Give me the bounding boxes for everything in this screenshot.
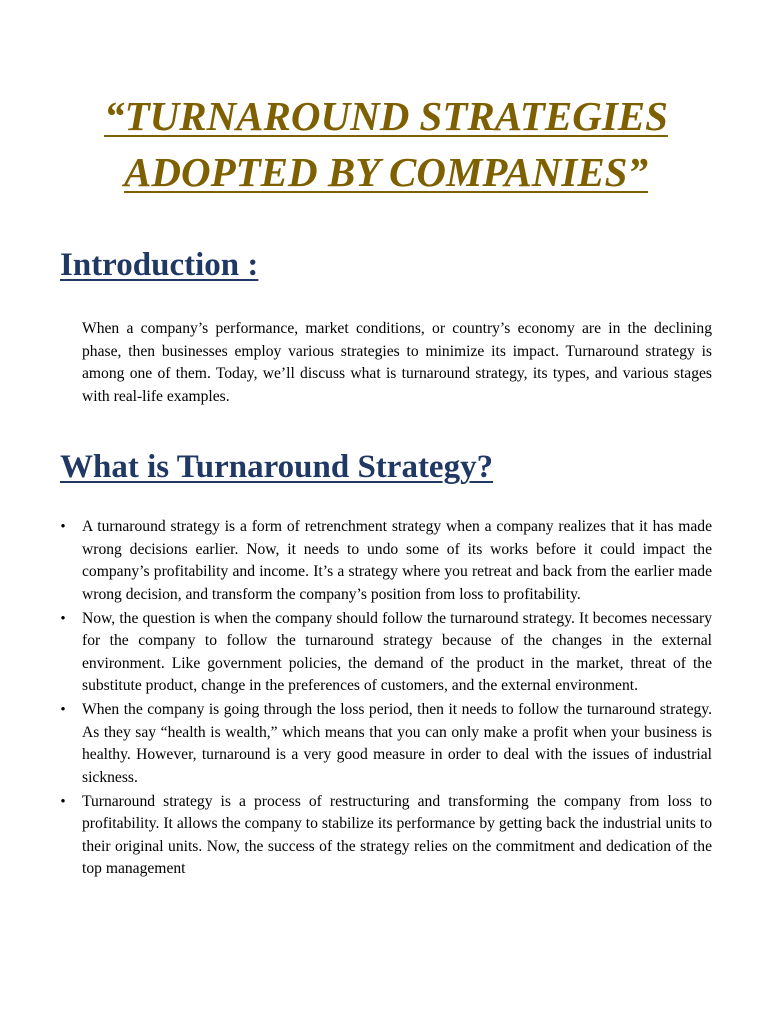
list-item (58, 608, 712, 698)
bullet-text: A turnaround strategy is a form of retrenchment strategy when a company realizes that it has made wrong decisions earlier. Now, it needs to undo some of its works before it could impact the company’s profitability and income. It’s a strategy where you retreat and back from the earlier made wrong decision, and transform the company’s position from loss to profitability. (82, 518, 712, 603)
bullet-text: Now, the question is when the company should follow the turnaround strategy. It becomes necessary for the company to follow the turnaround strategy because of the changes in the external environment. Like government policies, the demand of the product in the market, threat of the substitute product, change in the preferences of customers, and the external environment. (82, 609, 712, 694)
list-item (58, 516, 712, 606)
document-title-line-2: ADOPTED BY COMPANIES” (124, 149, 648, 195)
bullet-icon: • (60, 519, 66, 535)
bullet-text: When the company is going through the loss period, then it needs to follow the turnaround strategy. As they say “health is wealth,” which means that you can only make a profit when your business is healthy. However, turnaround is a very good measure in order to deal with the issues of industrial sickness. (82, 701, 712, 786)
bullet-icon: • (60, 702, 66, 718)
document-title (40, 88, 732, 200)
bullet-text: Turnaround strategy is a process of restructuring and transforming the company from loss to profitability. It allows the company to stabilize its performance by getting back the industrial units to their original units. Now, the success of the strategy relies on the commitment and dedication of the top management (82, 792, 712, 877)
introduction-paragraph: When a company’s performance, market conditions, or country’s economy are in the declining phase, then businesses employ various strategies to minimize its impact. Turnaround strategy is among one of them. Today, we’ll discuss what is turnaround strategy, its types, and various stages with real-life examples. (82, 320, 712, 405)
section-heading-what-is-turnaround: What is Turnaround Strategy? (60, 449, 494, 485)
bullet-icon: • (60, 793, 66, 810)
bullet-list (58, 516, 712, 882)
bullet-icon: • (60, 610, 66, 627)
list-item (58, 699, 712, 789)
section-heading-introduction: Introduction : (60, 247, 259, 283)
list-item (58, 791, 712, 881)
document-title-line-1: “TURNAROUND STRATEGIES (104, 93, 668, 139)
